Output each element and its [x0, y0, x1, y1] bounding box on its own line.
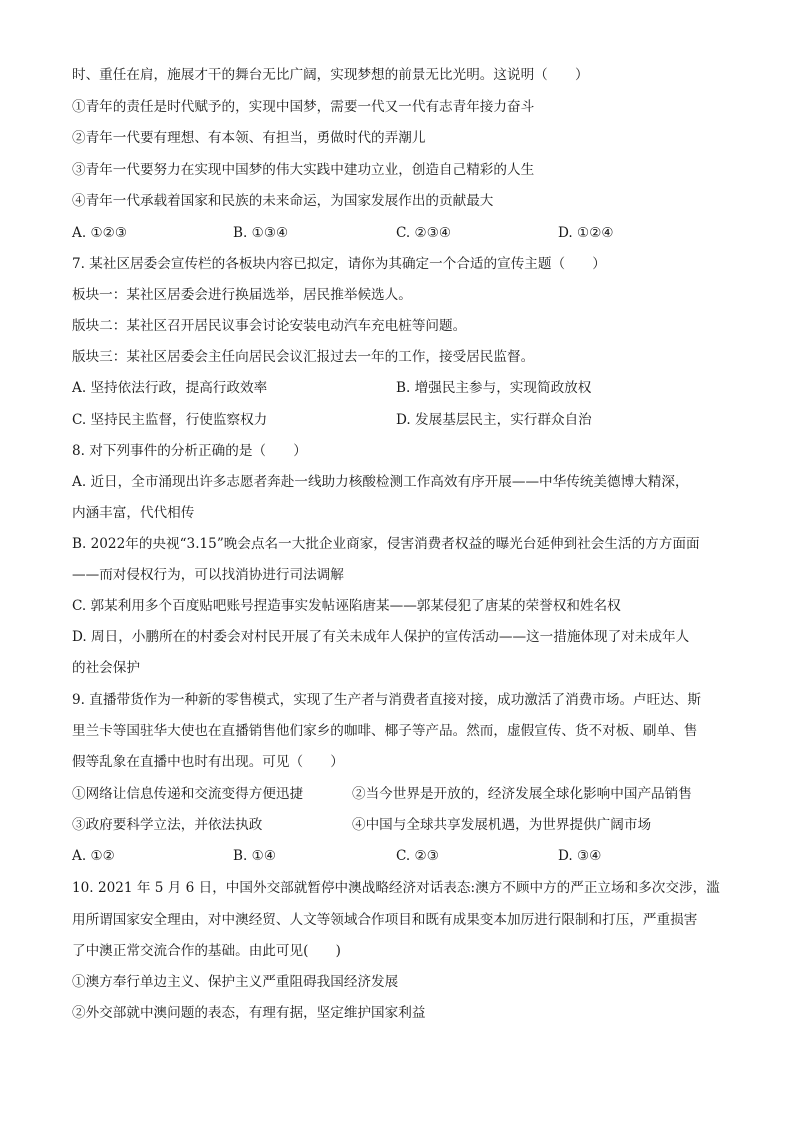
q8-option-a-line1: A. 近日，全市涌现出许多志愿者奔赴一线助力核酸检测工作高效有序开展——中华传统美德博大精深，: [72, 474, 689, 490]
q8-stem: 8. 对下列事件的分析正确的是（ ）: [72, 443, 307, 459]
q9-option-c: C. ②③: [396, 848, 439, 864]
q9-item-4: ④中国与全球共享发展机遇，为世界提供广阔市场: [352, 817, 652, 833]
q10-stem-line1: 10. 2021 年 5 月 6 日，中国外交部就暂停中澳战略经济对话表态:澳方不顾中方的严正立场和多次交涉，滥: [72, 880, 720, 896]
q7-block-1: 板块一：某社区居委会进行换届选举，居民推举候选人。: [72, 287, 412, 303]
q6-option-d: D. ①②④: [558, 225, 614, 241]
q8-option-c: C. 郭某利用多个百度贴吧账号捏造事实发帖诬陷唐某——郭某侵犯了唐某的荣誉权和姓名权: [72, 598, 621, 614]
q6-item-2: ②青年一代要有理想、有本领、有担当，勇做时代的弄潮儿: [72, 130, 426, 146]
q8-option-a-line2: 内涵丰富，代代相传: [72, 505, 195, 521]
q7-option-c: C. 坚持民主监督，行使监察权力: [72, 412, 268, 428]
q6-item-1: ①青年的责任是时代赋予的，实现中国梦，需要一代又一代有志青年接力奋斗: [72, 99, 535, 115]
q8-option-d-line1: D. 周日，小鹏所在的村委会对村民开展了有关未成年人保护的宣传活动——这一措施体现了对未成年人: [72, 629, 690, 645]
q6-item-4: ④青年一代承载着国家和民族的未来命运，为国家发展作出的贡献最大: [72, 193, 494, 209]
q6-option-b: B. ①③④: [233, 225, 289, 241]
q6-stem: 时、重任在肩，施展才干的舞台无比广阔，实现梦想的前景无比光明。这说明（ ）: [72, 67, 589, 83]
q8-option-b-line2: ——而对侵权行为，可以找消协进行司法调解: [72, 567, 344, 583]
q10-stem-line2: 用所谓国家安全理由，对中澳经贸、人文等领域合作项目和既有成果变本加厉进行限制和打压，严重损害: [72, 912, 698, 928]
q10-item-1: ①澳方奉行单边主义、保护主义严重阻碍我国经济发展: [72, 974, 399, 990]
q9-stem-line3: 假等乱象在直播中也时有出现。可见（ ）: [72, 754, 344, 770]
q6-option-c: C. ②③④: [396, 225, 452, 241]
q8-option-d-line2: 的社会保护: [72, 660, 140, 676]
q7-stem: 7. 某社区居委会宣传栏的各板块内容已拟定，请你为其确定一个合适的宣传主题（ ）: [72, 256, 606, 272]
q9-item-1: ①网络让信息传递和交流变得方便迅捷: [72, 786, 304, 802]
q9-item-2: ②当今世界是开放的，经济发展全球化影响中国产品销售: [352, 786, 692, 802]
q9-stem-line1: 9. 直播带货作为一种新的零售模式，实现了生产者与消费者直接对接，成功激活了消费市场。卢旺达、斯: [72, 692, 702, 708]
q7-block-3: 版块三：某社区居委会主任向居民会议汇报过去一年的工作，接受居民监督。: [72, 349, 535, 365]
q9-item-3: ③政府要科学立法，并依法执政: [72, 817, 263, 833]
q9-option-d: D. ③④: [558, 848, 602, 864]
q10-item-2: ②外交部就中澳问题的表态，有理有据，坚定维护国家利益: [72, 1005, 426, 1021]
q7-block-2: 版块二：某社区召开居民议事会讨论安装电动汽车充电桩等问题。: [72, 318, 467, 334]
q9-option-a: A. ①②: [72, 848, 115, 864]
q7-option-b: B. 增强民主参与，实现简政放权: [396, 380, 592, 396]
q7-option-a: A. 坚持依法行政，提高行政效率: [72, 380, 268, 396]
q8-option-b-line1: B. 2022年的央视“3.15”晚会点名一大批企业商家，侵害消费者权益的曝光台延伸到社会生活的方方面面: [72, 536, 700, 552]
q6-option-a: A. ①②③: [72, 225, 128, 241]
q6-item-3: ③青年一代要努力在实现中国梦的伟大实践中建功立业，创造自己精彩的人生: [72, 162, 535, 178]
q9-stem-line2: 里兰卡等国驻华大使也在直播销售他们家乡的咖啡、椰子等产品。然而，虚假宣传、货不对板、刷单、售: [72, 723, 698, 739]
q7-option-d: D. 发展基层民主，实行群众自治: [396, 412, 592, 428]
q10-stem-line3: 了中澳正常交流合作的基础。由此可见( ): [72, 943, 341, 959]
q9-option-b: B. ①④: [233, 848, 277, 864]
